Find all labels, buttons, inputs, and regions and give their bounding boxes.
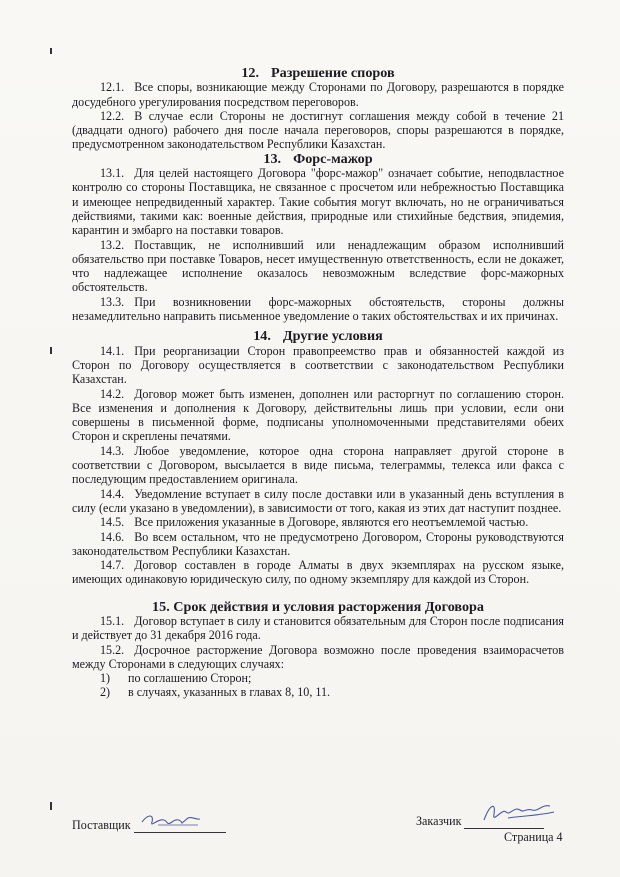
list-item: 1) по соглашению Сторон; [100,671,252,686]
clause: 12.1. Все споры, возникающие между Сторонами по Договору, разрешаются в порядке досудебного урегулирования посредством переговоров. [72,80,564,109]
signature-footer [72,812,564,852]
clause: 13.1. Для целей настоящего Договора "форс-мажор" означает событие, неподвластное контролю со стороны Поставщика, не связанное с просчетом или небрежностью Поставщика и имеющее непредвиденный характер. Такие события могут включать, но не ограничиваться действиями, такими как: военные действия, природные или стихийные бедствия, эпидемия, карантин и эмбарго на поставки товаров. [72,166,564,238]
clause: 14.1. При реорганизации Сторон правопреемство прав и обязанностей каждой из Сторон по Договору осуществляется в соответствии с законодательством Республики Казахстан. [72,343,564,387]
margin-mark [50,802,52,810]
page-number: Страница 4 [504,830,563,844]
section-heading: 14. Другие условия [253,328,383,345]
section-heading: 15. Срок действия и условия расторжения Договора [152,598,484,615]
customer-signature [480,798,558,828]
section-heading: 13. Форс-мажор [263,150,373,167]
clause: 12.2. В случае если Стороны не достигнут соглашения между собой в течение 21 (двадцати одного) рабочего дня после начала переговоров, споры разрешаются в порядке, предусмотренном законодательством Республики Казахстан. [72,108,564,152]
clause: 14.5. Все приложения указанные в Договоре, являются его неотъемлемой частью. [100,515,529,530]
clause: 14.4. Уведомление вступает в силу после доставки или в указанный день вступления в силу (если указано в уведомлении), в зависимости от того, какая из этих дат наступит позднее. [72,486,564,515]
clause: 14.7. Договор составлен в городе Алматы в двух экземплярах на русском языке, имеющих одинаковую юридическую силу, по одному экземпляру для каждой из Сторон. [72,558,564,587]
list-item: 2) в случаях, указанных в главах 8, 10, 11. [100,685,331,700]
document-body [72,66,564,700]
clause: 13.3. При возникновении форс-мажорных обстоятельств, стороны должны незамедлительно направить письменное уведомление о таких обстоятельствах и их причинах. [72,294,564,324]
clause: 15.2. Досрочное расторжение Договора возможно после проведения взаиморасчетов между Сторонами в следующих случаях: [72,642,564,671]
clause: 14.2. Договор может быть изменен, дополнен или расторгнут по соглашению сторон. Все изменения и дополнения к Договору, действительны лишь при условии, если они совершены в письменной форме, подписаны уполномоченными представителями обеих Сторон и скреплены печатями. [72,386,564,444]
supplier-label: Поставщик [72,818,131,832]
customer-label: Заказчик [416,814,462,828]
margin-mark [50,48,52,54]
clause: 14.6. Во всем остальном, что не предусмотрено Договором, Стороны руководствуются законодательством Республики Казахстан. [72,529,564,558]
termination-cases-list [72,671,564,700]
margin-mark [50,347,52,354]
section-heading: 12. Разрешение споров [241,65,395,81]
supplier-signature [138,810,208,830]
clause: 14.3. Любое уведомление, которое одна сторона направляет другой стороне в соответствии с Договором, высылается в виде письма, телеграммы, телекса или факса с последующим предоставлением оригинала. [72,443,564,487]
clause: 15.1. Договор вступает в силу и становится обязательным для Сторон после подписания и действует до 31 декабря 2016 года. [72,613,564,643]
clause: 13.2. Поставщик, не исполнивший или ненадлежащим образом исполнивший обязательство при поставке Товаров, несет имущественную ответственность, если не докажет, что надлежащее исполнение оказалось невозможным вследствие форс-мажорных обстоятельств. [72,237,564,295]
